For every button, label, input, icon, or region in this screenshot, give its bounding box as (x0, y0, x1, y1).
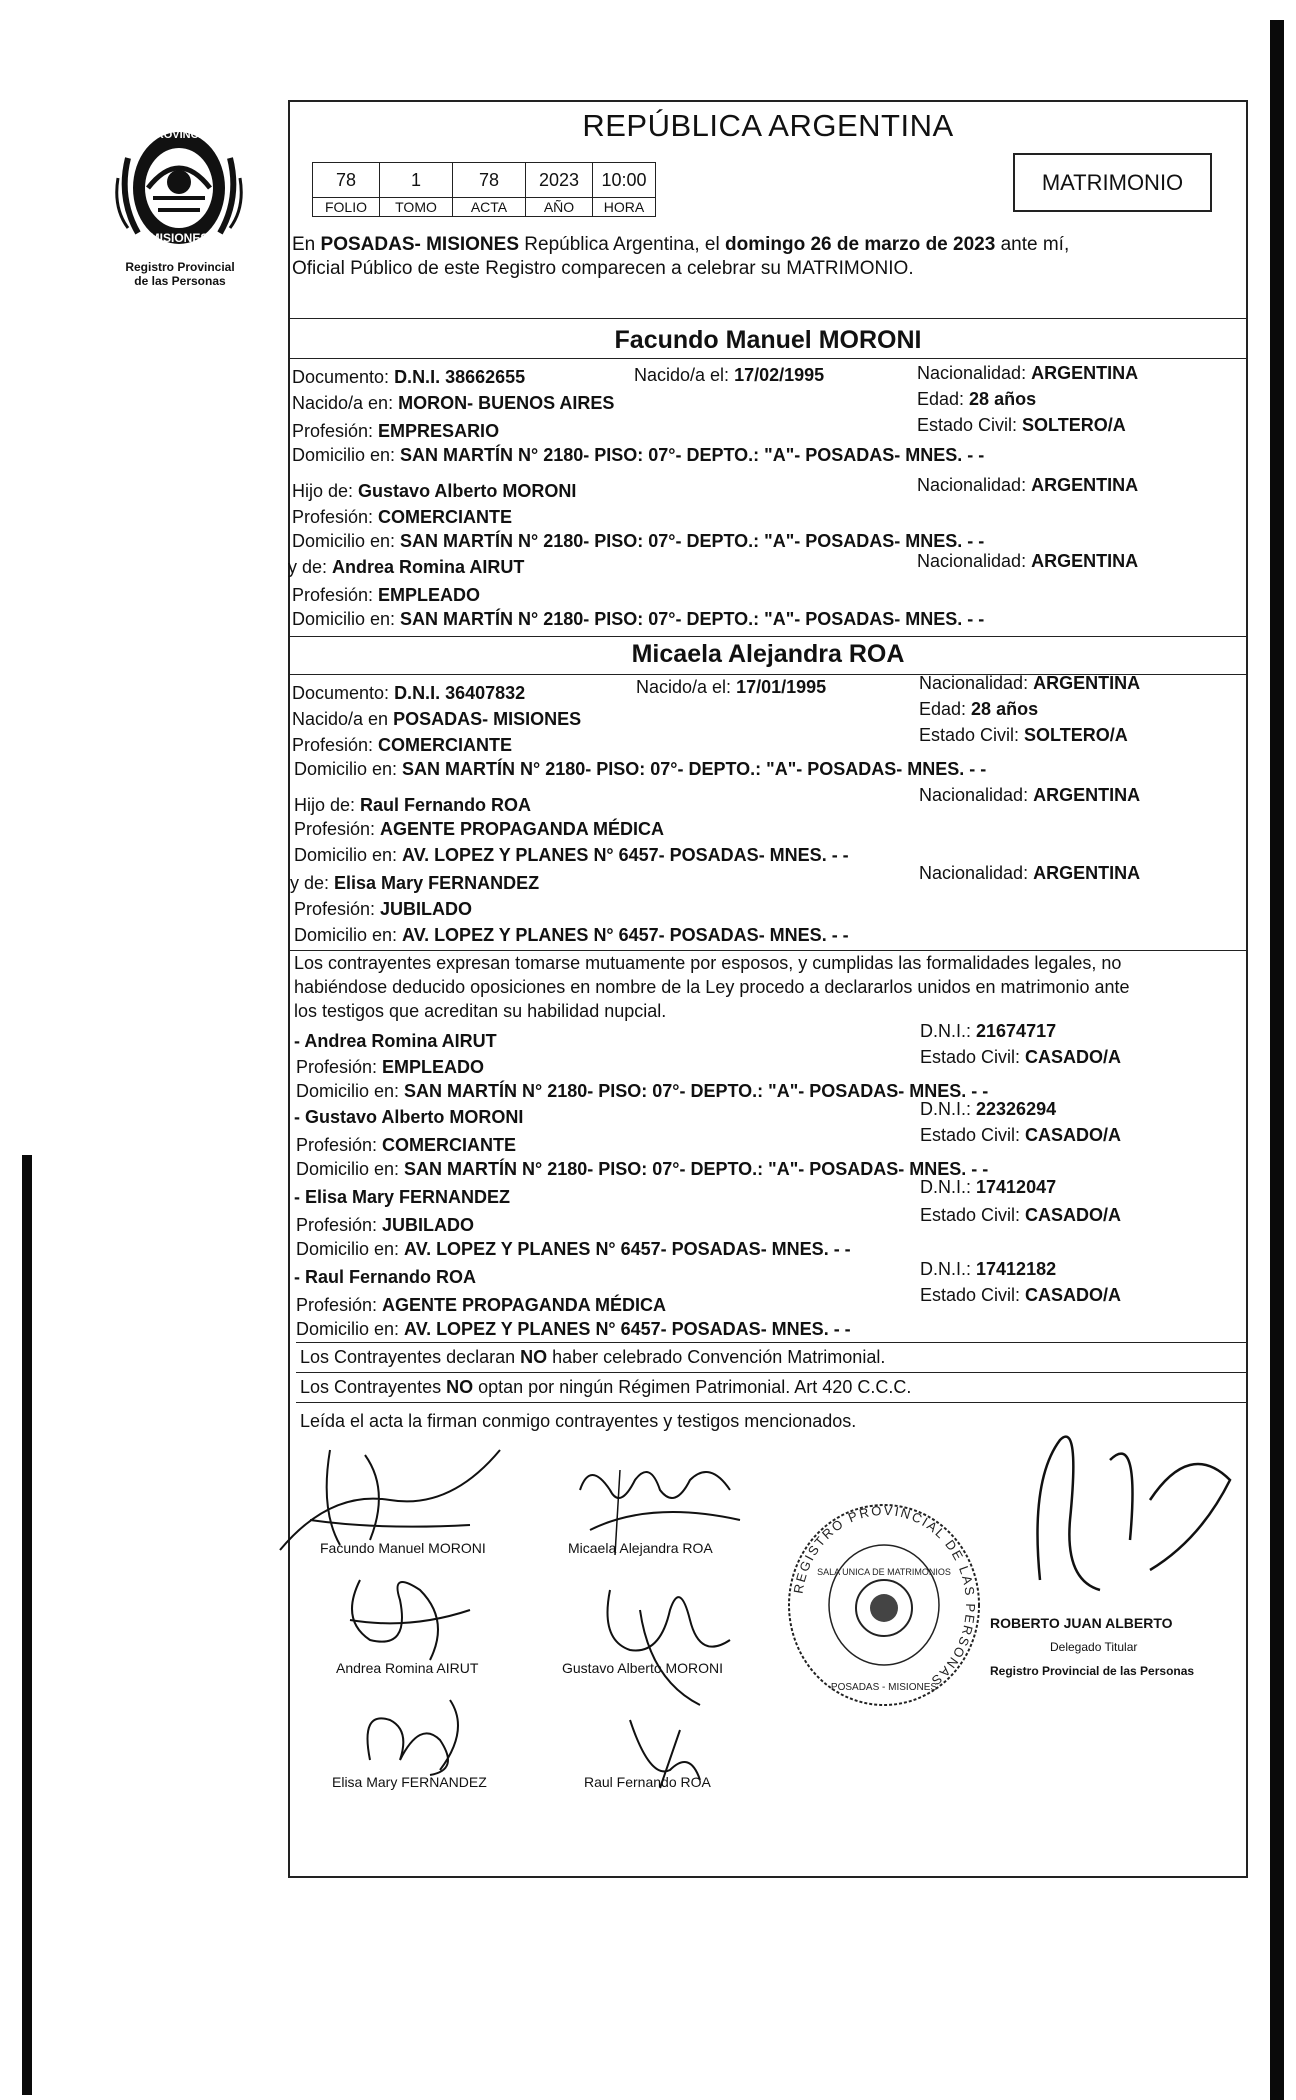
tomo-label: TOMO (380, 198, 453, 217)
testigo1-domicilio: Domicilio en: SAN MARTÍN N° 2180- PISO: 07°- DEPTO.: "A"- POSADAS- MNES. - - (296, 1081, 989, 1101)
testigo1-name: - Andrea Romina AIRUT (294, 1031, 497, 1051)
acta-label: ACTA (453, 198, 526, 217)
c1-madre-profesion: Profesión: EMPLEADO (292, 585, 481, 605)
anio-value: 2023 (526, 163, 593, 198)
logo-ring-bottom: MISIONES (149, 231, 209, 245)
convencion-line2: Los Contrayentes NO optan por ningún Régimen Patrimonial. Art 420 C.C.C. (300, 1377, 912, 1397)
c1-madre: y de: Andrea Romina AIRUT (288, 557, 525, 577)
signature-label-t3: Elisa Mary FERNANDEZ (332, 1774, 487, 1790)
testigo2-estado: Estado Civil: CASADO/A (920, 1125, 1122, 1145)
oficial-line1: ROBERTO JUAN ALBERTO (990, 1615, 1173, 1631)
convencion-line1: Los Contrayentes declaran NO haber celebrado Convención Matrimonial. (300, 1347, 886, 1367)
c1-nacionalidad: Nacionalidad: ARGENTINA (917, 363, 1139, 383)
c2-madre-nacionalidad: Nacionalidad: ARGENTINA (919, 863, 1141, 883)
testigo4-profesion: Profesión: AGENTE PROPAGANDA MÉDICA (296, 1295, 667, 1315)
cierre-text: Leída el acta la firman conmigo contrayentes y testigos mencionados. (300, 1411, 857, 1431)
c2-documento: Documento: D.N.I. 36407832 (292, 683, 526, 703)
signature-t2 (580, 1560, 780, 1710)
contrayente1-name: Facundo Manuel MORONI (614, 326, 922, 354)
testigo3-profesion: Profesión: JUBILADO (296, 1215, 475, 1235)
c1-madre-nacionalidad: Nacionalidad: ARGENTINA (917, 551, 1139, 571)
page-title: REPÚBLICA ARGENTINA (582, 108, 954, 143)
testigo2-dni: D.N.I.: 22326294 (920, 1099, 1057, 1119)
intro-line1: En POSADAS- MISIONES República Argentina, el domingo 26 de marzo de 2023 ante mí, (292, 234, 1070, 255)
testigo4-dni: D.N.I.: 17412182 (920, 1259, 1057, 1279)
document-type-box: MATRIMONIO (1013, 153, 1212, 212)
logo-caption (100, 260, 260, 288)
c1-padre-domicilio: Domicilio en: SAN MARTÍN N° 2180- PISO: 07°- DEPTO.: "A"- POSADAS- MNES. - - (292, 531, 985, 551)
c2-nacionalidad: Nacionalidad: ARGENTINA (919, 673, 1141, 693)
logo-caption-line1: Registro Provincial (125, 260, 235, 274)
c2-domicilio: Domicilio en: SAN MARTÍN N° 2180- PISO: 07°- DEPTO.: "A"- POSADAS- MNES. - - (294, 759, 987, 779)
divider (296, 1372, 1248, 1373)
testigo1-profesion: Profesión: EMPLEADO (296, 1057, 485, 1077)
official-stamp (784, 1500, 984, 1710)
scan-edge-left (22, 1155, 32, 2095)
province-seal-logo (108, 118, 250, 258)
testigo1-dni: D.N.I.: 21674717 (920, 1021, 1057, 1041)
divider (296, 1402, 1248, 1403)
testigo2-profesion: Profesión: COMERCIANTE (296, 1135, 517, 1155)
testigo2-name: - Gustavo Alberto MORONI (294, 1107, 524, 1127)
signature-label-c2: Micaela Alejandra ROA (568, 1540, 713, 1556)
divider (288, 636, 1248, 637)
testigo3-dni: D.N.I.: 17412047 (920, 1177, 1057, 1197)
stamp-inner-text: SALA UNICA DE MATRIMONIOS (817, 1567, 951, 1577)
c1-madre-domicilio: Domicilio en: SAN MARTÍN N° 2180- PISO: 07°- DEPTO.: "A"- POSADAS- MNES. - - (292, 609, 985, 629)
stamp-ring-text: REGISTRO PROVINCIAL DE LAS PERSONAS (790, 1502, 979, 1690)
signature-label-t1: Andrea Romina AIRUT (336, 1660, 479, 1676)
c2-nacido-en: Nacido/a en POSADAS- MISIONES (292, 709, 582, 729)
divider (288, 358, 1248, 359)
signature-label-t2: Gustavo Alberto MORONI (562, 1660, 724, 1676)
divider (296, 1342, 1248, 1343)
c1-profesion: Profesión: EMPRESARIO (292, 421, 500, 441)
divider (288, 950, 1248, 951)
c2-padre: Hijo de: Raul Fernando ROA (294, 795, 532, 815)
hora-value: 10:00 (593, 163, 656, 198)
c1-domicilio: Domicilio en: SAN MARTÍN N° 2180- PISO: 07°- DEPTO.: "A"- POSADAS- MNES. - - (292, 445, 985, 465)
testigo3-domicilio: Domicilio en: AV. LOPEZ Y PLANES N° 6457- POSADAS- MNES. - - (296, 1239, 851, 1259)
signature-label-c1: Facundo Manuel MORONI (320, 1540, 486, 1556)
c1-estado-civil: Estado Civil: SOLTERO/A (917, 415, 1126, 435)
anio-label: AÑO (526, 198, 593, 217)
c2-madre-domicilio: Domicilio en: AV. LOPEZ Y PLANES N° 6457- POSADAS- MNES. - - (294, 925, 849, 945)
signature-oficial (1000, 1420, 1250, 1630)
c2-profesion: Profesión: COMERCIANTE (292, 735, 513, 755)
tomo-value: 1 (380, 163, 453, 198)
c1-nacido-el: Nacido/a el: 17/02/1995 (634, 365, 825, 385)
testigo4-domicilio: Domicilio en: AV. LOPEZ Y PLANES N° 6457- POSADAS- MNES. - - (296, 1319, 851, 1339)
oficial-line3: Registro Provincial de las Personas (990, 1664, 1195, 1678)
declaracion-line1: Los contrayentes expresan tomarse mutuamente por esposos, y cumplidas las formalidades legales, no (294, 953, 1122, 973)
testigo4-name: - Raul Fernando ROA (294, 1267, 477, 1287)
registry-table (312, 162, 656, 217)
c2-estado-civil: Estado Civil: SOLTERO/A (919, 725, 1128, 745)
folio-label: FOLIO (313, 198, 380, 217)
c2-edad: Edad: 28 años (919, 699, 1039, 719)
testigo2-domicilio: Domicilio en: SAN MARTÍN N° 2180- PISO: 07°- DEPTO.: "A"- POSADAS- MNES. - - (296, 1159, 989, 1179)
testigo3-estado: Estado Civil: CASADO/A (920, 1205, 1122, 1225)
signature-t1 (330, 1560, 490, 1670)
intro-line2: Oficial Público de este Registro comparecen a celebrar su MATRIMONIO. (292, 258, 914, 279)
testigo3-name: - Elisa Mary FERNANDEZ (294, 1187, 511, 1207)
testigo4-estado: Estado Civil: CASADO/A (920, 1285, 1122, 1305)
signature-t3 (330, 1690, 490, 1780)
c2-padre-nacionalidad: Nacionalidad: ARGENTINA (919, 785, 1141, 805)
scan-edge-right (1270, 20, 1284, 2100)
logo-ring-top: PROVINCIA (148, 129, 210, 141)
c2-padre-profesion: Profesión: AGENTE PROPAGANDA MÉDICA (294, 819, 665, 839)
contrayente2-name: Micaela Alejandra ROA (631, 640, 905, 668)
testigo1-estado: Estado Civil: CASADO/A (920, 1047, 1122, 1067)
c2-padre-domicilio: Domicilio en: AV. LOPEZ Y PLANES N° 6457- POSADAS- MNES. - - (294, 845, 849, 865)
declaracion-line3: los testigos que acreditan su habilidad nupcial. (294, 1001, 667, 1021)
logo-caption-line2: de las Personas (134, 274, 226, 288)
c1-padre-profesion: Profesión: COMERCIANTE (292, 507, 513, 527)
c1-documento: Documento: D.N.I. 38662655 (292, 367, 526, 387)
declaracion-line2: habiéndose deducido oposiciones en nombre de la Ley procedo a declararlos unidos en matrimonio ante (294, 977, 1130, 997)
c2-nacido-el: Nacido/a el: 17/01/1995 (636, 677, 827, 697)
divider (288, 318, 1248, 319)
hora-label: HORA (593, 198, 656, 217)
oficial-line2: Delegado Titular (1050, 1640, 1138, 1654)
acta-value: 78 (453, 163, 526, 198)
c2-madre: y de: Elisa Mary FERNANDEZ (290, 873, 540, 893)
c1-padre-nacionalidad: Nacionalidad: ARGENTINA (917, 475, 1139, 495)
c1-edad: Edad: 28 años (917, 389, 1037, 409)
stamp-bottom-text: POSADAS - MISIONES (830, 1682, 938, 1693)
c1-nacido-en: Nacido/a en: MORON- BUENOS AIRES (292, 393, 615, 413)
c2-madre-profesion: Profesión: JUBILADO (294, 899, 473, 919)
c1-padre: Hijo de: Gustavo Alberto MORONI (292, 481, 577, 501)
signature-label-t4: Raul Fernando ROA (584, 1774, 711, 1790)
folio-value: 78 (313, 163, 380, 198)
